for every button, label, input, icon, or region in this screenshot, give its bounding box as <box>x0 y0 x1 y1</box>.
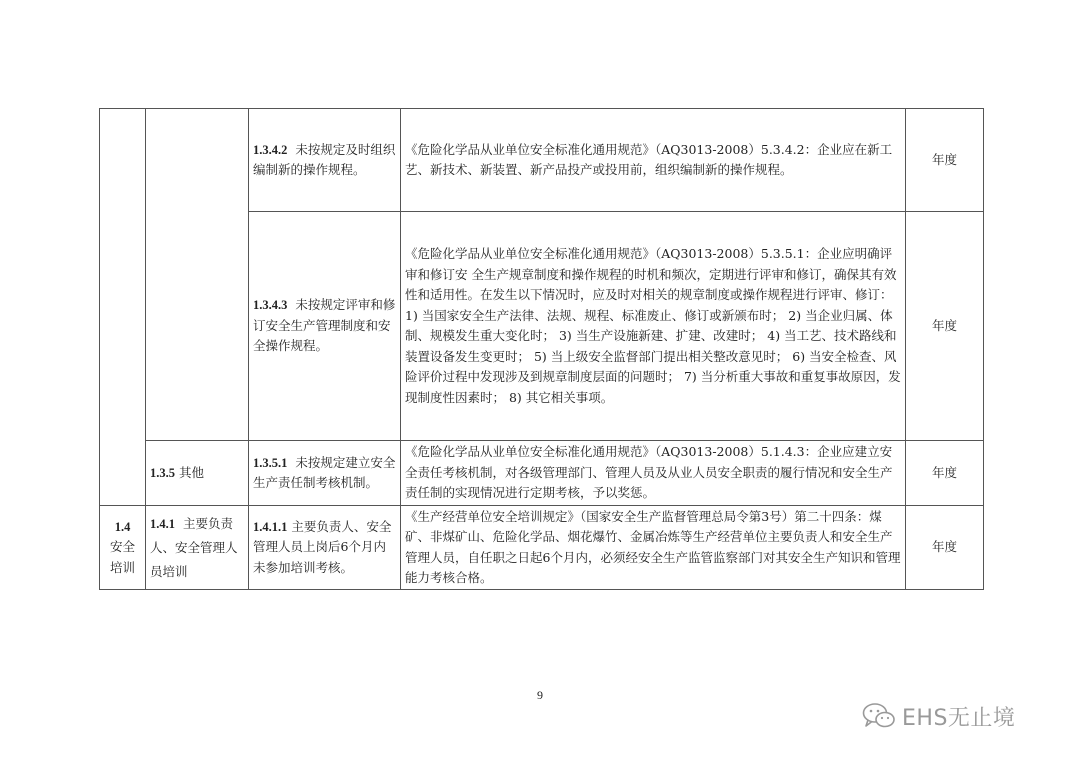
item-text: 未按规定及时组织编制新的操作规程。 <box>253 141 396 177</box>
item-code: 1.3.4.2 <box>253 142 288 157</box>
item-code: 1.3.4.3 <box>253 298 288 313</box>
subcategory-cell <box>146 506 249 590</box>
frequency-text: 年度 <box>931 464 957 480</box>
basis-cell <box>401 109 906 212</box>
item-cell <box>249 212 401 441</box>
table-row <box>100 109 984 212</box>
frequency-cell <box>906 212 984 441</box>
category-text-line1: 安全 <box>109 539 135 555</box>
item-cell <box>249 109 401 212</box>
item-text: 主要负责人、安全管理人员上岗后6个月内未参加培训考核。 <box>253 518 392 575</box>
category-text-line2: 培训 <box>109 559 135 575</box>
frequency-text: 年度 <box>931 539 957 555</box>
frequency-cell <box>906 506 984 590</box>
frequency-text: 年度 <box>931 317 957 333</box>
page-number: 9 <box>537 688 543 702</box>
category-code: 1.4 <box>114 519 131 534</box>
frequency-text: 年度 <box>931 151 957 167</box>
table-row <box>100 441 984 506</box>
wechat-icon <box>862 702 896 730</box>
category-cell <box>100 506 146 590</box>
category-cell <box>100 109 146 506</box>
subcategory-cell <box>146 441 249 506</box>
regulation-table <box>99 108 984 590</box>
table-row <box>100 506 984 590</box>
item-text: 未按规定评审和修订安全生产管理制度和安全操作规程。 <box>253 297 396 354</box>
watermark-text: EHS无止境 <box>902 705 1016 731</box>
basis-text: 《危险化学品从业单位安全标准化通用规范》（AQ3013-2008）5.3.5.1：企业应明确评审和修订安 全生产规章制度和操作规程的时机和频次，定期进行评审和修订，确保其有效性和适用性。在发生以下情况时，应及时对相关的规章制度或操作规程进行评审、修订： 1) 当国家安全生产法律、法规、规程、标准废止、修订或新颁布时； 2) 当企业归属、体制、规模发生重大变化时； 3) 当生产设施新建、扩建、改建时； 4) 当工艺、技术路线和装置设备发生变更时； 5) 当上级安全监督部门提出相关整改意见时； 6) 当安全检查、风险评价过程中发现涉及到规章制度层面的问题时； 7) 当分析重大事故和重复事故原因，发现制度性因素时； 8) 其它相关事项。 <box>405 246 901 405</box>
frequency-cell <box>906 109 984 212</box>
basis-text: 《危险化学品从业单位安全标准化通用规范》（AQ3013-2008）5.1.4.3：企业应建立安全责任考核机制，对各级管理部门、管理人员及从业人员安全职责的履行情况和安全生产责任制的实现情况进行定期考核，予以奖惩。 <box>405 444 893 501</box>
item-code: 1.4.1.1 <box>253 519 288 534</box>
basis-cell <box>401 441 906 506</box>
subcategory-cell <box>146 109 249 441</box>
basis-cell <box>401 212 906 441</box>
item-text: 未按规定建立安全生产责任制考核机制。 <box>253 454 396 490</box>
subcategory-code: 1.4.1 <box>150 516 175 531</box>
subcategory-text: 主要负责人、安全管理人员培训 <box>150 515 238 579</box>
basis-text: 《危险化学品从业单位安全标准化通用规范》（AQ3013-2008）5.3.4.2：企业应在新工艺、新技术、新装置、新产品投产或投用前，组织编制新的操作规程。 <box>405 141 893 177</box>
subcategory-text: 其他 <box>178 464 204 480</box>
basis-cell <box>401 506 906 590</box>
subcategory-code: 1.3.5 <box>150 465 175 480</box>
item-code: 1.3.5.1 <box>253 455 288 470</box>
item-cell <box>249 506 401 590</box>
watermark <box>862 699 1015 733</box>
basis-text: 《生产经营单位安全培训规定》（国家安全生产监督管理总局令第3号）第二十四条：煤矿、非煤矿山、危险化学品、烟花爆竹、金属冶炼等生产经营单位主要负责人和安全生产管理人员，自任职之日起6个月内，必须经安全生产监管监察部门对其安全生产知识和管理能力考核合格。 <box>405 508 901 585</box>
item-cell <box>249 441 401 506</box>
frequency-cell <box>906 441 984 506</box>
